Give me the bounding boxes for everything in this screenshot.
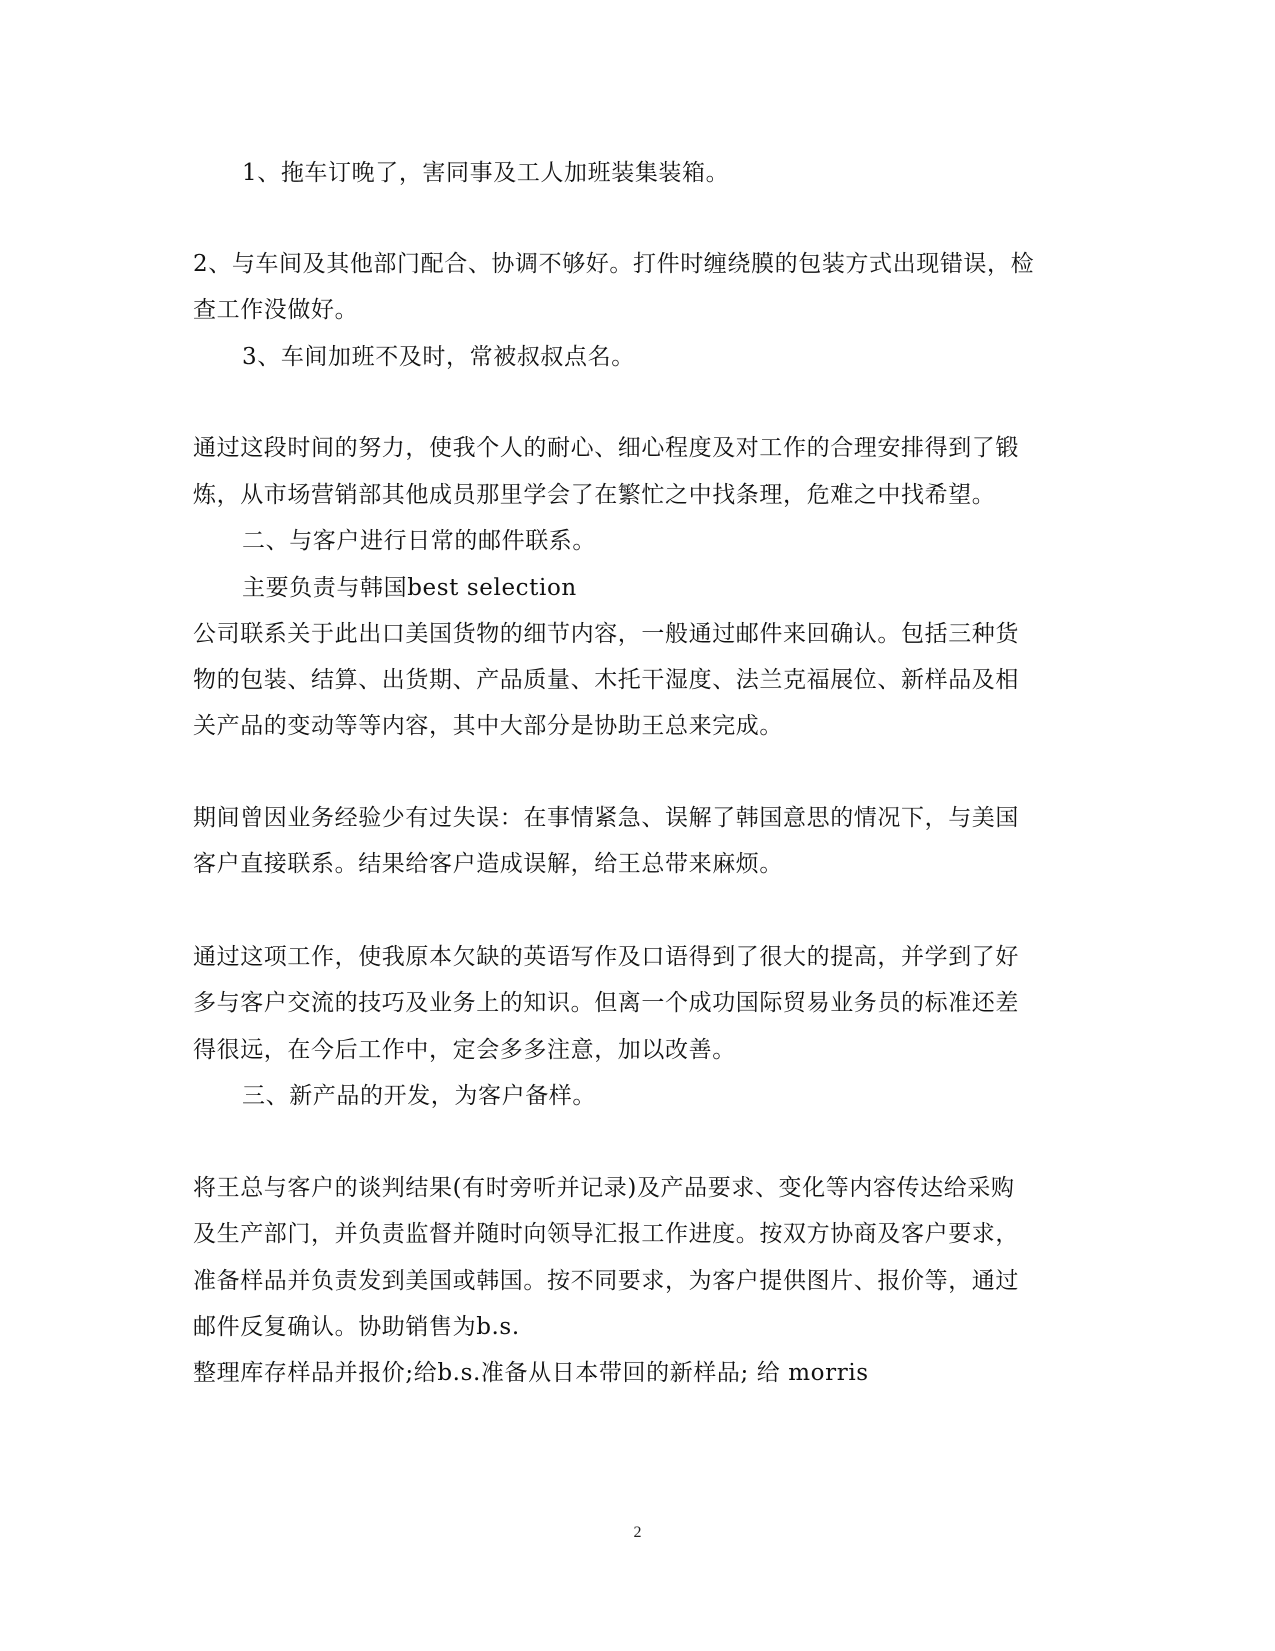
text-line-6: 炼，从市场营销部其他成员那里学会了在繁忙之中找条理，危难之中找希望。 xyxy=(193,482,996,508)
text-line-15: 多与客户交流的技巧及业务上的知识。但离一个成功国际贸易业务员的标准还差 xyxy=(193,990,1019,1016)
text-line-16: 得很远，在今后工作中，定会多多注意，加以改善。 xyxy=(193,1037,736,1063)
text-line-4: 3、车间加班不及时，常被叔叔点名。 xyxy=(242,344,635,370)
text-line-21: 邮件反复确认。协助销售为b.s. xyxy=(193,1314,520,1340)
text-line-14: 通过这项工作，使我原本欠缺的英语写作及口语得到了很大的提高，并学到了好 xyxy=(193,944,1019,970)
text-line-10: 物的包装、结算、出货期、产品质量、木托干湿度、法兰克福展位、新样品及相 xyxy=(193,667,1019,693)
page-number: 2 xyxy=(633,1524,642,1541)
text-line-17: 三、新产品的开发，为客户备样。 xyxy=(242,1083,596,1109)
text-line-9: 公司联系关于此出口美国货物的细节内容，一般通过邮件来回确认。包括三种货 xyxy=(193,621,1019,647)
text-line-18: 将王总与客户的谈判结果(有时旁听并记录)及产品要求、变化等内容传达给采购 xyxy=(193,1175,1015,1201)
text-line-22: 整理库存样品并报价;给b.s.准备从日本带回的新样品; 给 morris xyxy=(193,1360,869,1386)
text-line-11: 关产品的变动等等内容，其中大部分是协助王总来完成。 xyxy=(193,713,783,739)
text-line-5: 通过这段时间的努力，使我个人的耐心、细心程度及对工作的合理安排得到了锻 xyxy=(193,435,1019,461)
text-line-19: 及生产部门，并负责监督并随时向领导汇报工作进度。按双方协商及客户要求， xyxy=(193,1221,1019,1247)
text-line-3: 查工作没做好。 xyxy=(193,297,359,323)
text-line-2: 2、与车间及其他部门配合、协调不够好。打件时缠绕膜的包装方式出现错误，检 xyxy=(193,251,1035,277)
text-line-7: 二、与客户进行日常的邮件联系。 xyxy=(242,528,596,554)
text-line-1: 1、拖车订晚了，害同事及工人加班装集装箱。 xyxy=(242,160,730,186)
text-line-13: 客户直接联系。结果给客户造成误解，给王总带来麻烦。 xyxy=(193,851,783,877)
text-line-20: 准备样品并负责发到美国或韩国。按不同要求，为客户提供图片、报价等，通过 xyxy=(193,1268,1019,1294)
text-line-12: 期间曾因业务经验少有过失误：在事情紧急、误解了韩国意思的情况下，与美国 xyxy=(193,805,1019,831)
text-line-8: 主要负责与韩国best selection xyxy=(242,575,577,601)
